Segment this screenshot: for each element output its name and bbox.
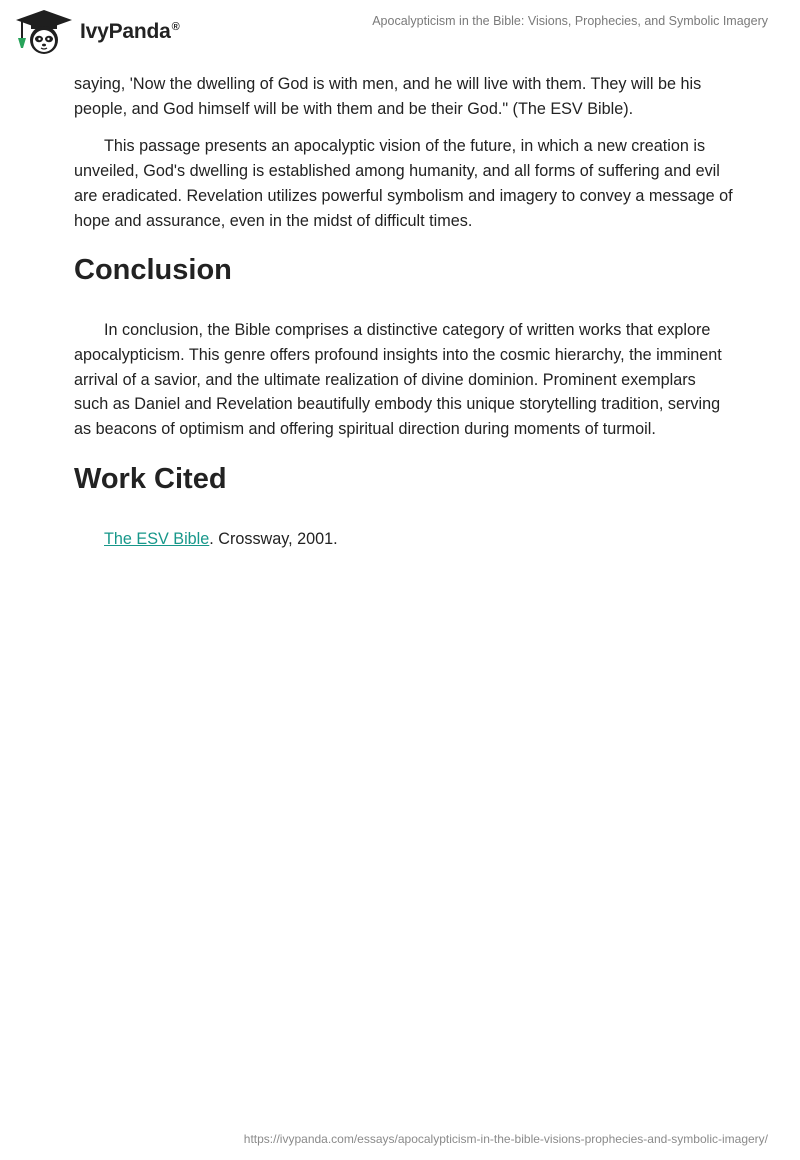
page-header	[0, 0, 800, 64]
paragraph-conclusion: In conclusion, the Bible comprises a distinctive category of written works that explore apocalypticism. This genre offers profound insights into the cosmic hierarchy, the imminent arrival of a savior, and the ultimate realization of divine dominion. Prominent exemplars such as Daniel and Revelation beautifully embody this unique storytelling tradition, serving as beacons of optimism and offering spiritual direction during moments of turmoil.	[74, 321, 722, 439]
document-title: Apocalypticism in the Bible: Visions, Prophecies, and Symbolic Imagery	[372, 14, 768, 28]
ivypanda-logo[interactable]	[14, 8, 180, 56]
conclusion-heading: Conclusion	[74, 254, 232, 287]
works-cited-heading: Work Cited	[74, 462, 227, 495]
paragraph-revelation: This passage presents an apocalyptic vision of the future, in which a new creation is unveiled, God's dwelling is established among humanity, and all forms of suffering and evil are eradicated. Revelation utilizes powerful symbolism and imagery to convey a message of hope and assurance, even in the midst of difficult times.	[74, 137, 733, 230]
panda-graduate-icon	[14, 8, 74, 56]
paragraph-continued-quote: saying, 'Now the dwelling of God is with men, and he will live with them. They will be his people, and God himself will be with them and be their God." (The ESV Bible).	[74, 75, 702, 118]
citation-entry	[74, 527, 734, 552]
citation-publisher: . Crossway, 2001.	[209, 529, 338, 548]
logo-text: IvyPanda®	[80, 20, 180, 43]
citation-link[interactable]: The ESV Bible	[104, 529, 210, 548]
footer-url[interactable]: https://ivypanda.com/essays/apocalypticism-in-the-bible-visions-prophecies-and-symbolic-imagery/	[243, 1132, 768, 1146]
essay-content	[74, 72, 734, 551]
